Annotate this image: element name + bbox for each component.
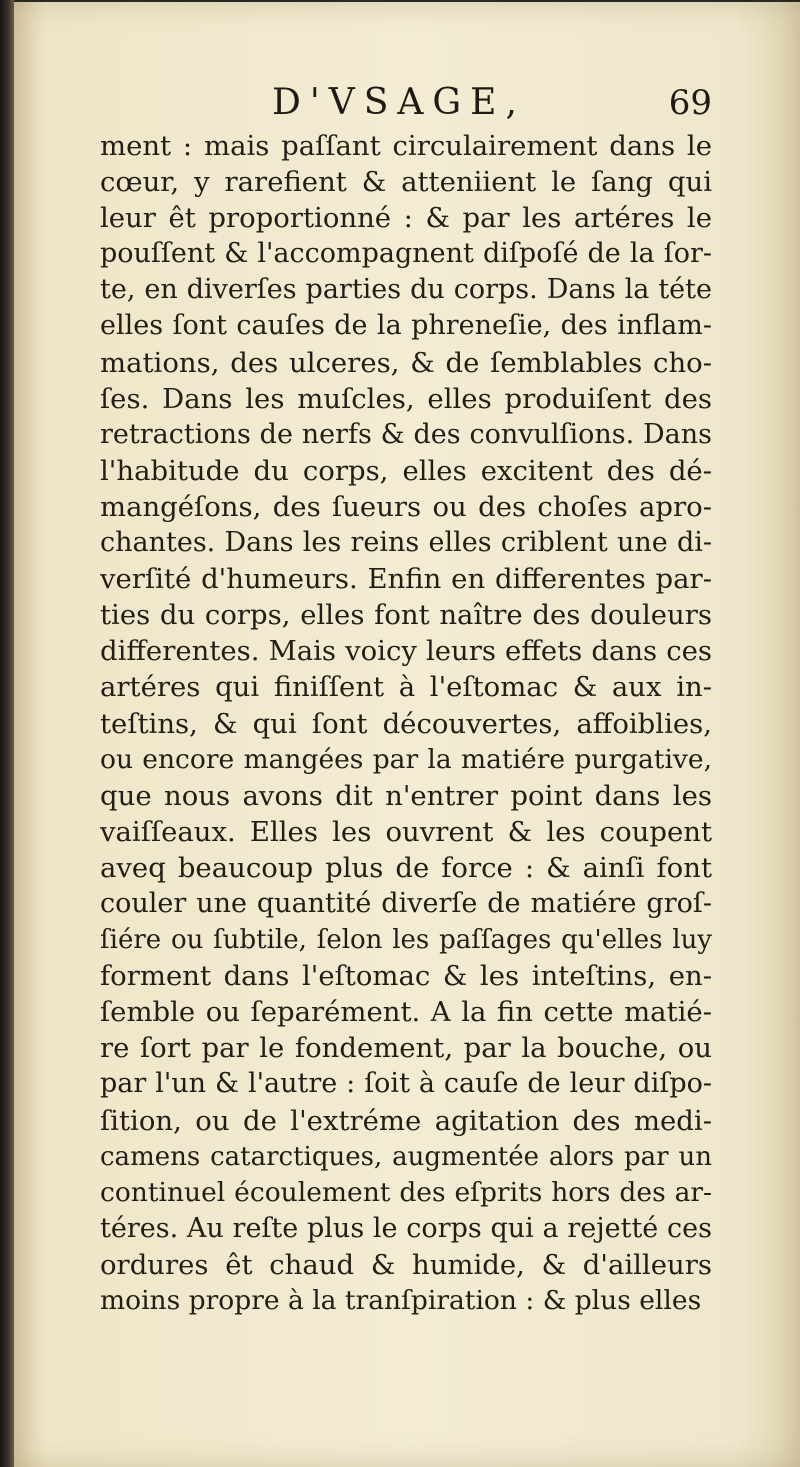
text-line: re ſort par le fondement, par la bouche, ou bbox=[100, 1032, 712, 1065]
text-line: l'habitude du corps, elles excitent des dé- bbox=[100, 454, 712, 487]
running-head bbox=[100, 78, 712, 128]
text-line: teſtins, & qui ſont découvertes, affoiblies, bbox=[100, 707, 712, 740]
text-line: mations, des ulceres, & de ſemblables cho- bbox=[100, 346, 712, 379]
text-line: artéres qui finiſſent à l'eſtomac & aux in- bbox=[100, 671, 712, 704]
text-line: par l'un & l'autre : ſoit à cauſe de leur diſpo- bbox=[100, 1068, 712, 1100]
text-line: ſes. Dans les muſcles, elles produiſent des bbox=[100, 382, 712, 415]
text-line: ſiére ou ſubtile, ſelon les paſſages qu'elles luy bbox=[100, 925, 712, 956]
text-line: ties du corps, elles font naître des douleurs bbox=[100, 599, 712, 632]
text-line: pouſſent & l'accompagnent diſpoſé de la ſor- bbox=[100, 238, 712, 270]
running-head-title: D'VSAGE, bbox=[272, 82, 526, 123]
text-line: moins propre à la tranſpiration : & plus elles bbox=[100, 1285, 702, 1316]
text-line: chantes. Dans les reins elles criblent une di- bbox=[100, 527, 712, 559]
page-number: 69 bbox=[668, 83, 712, 123]
text-line: continuel écoulement des eſprits hors des ar- bbox=[100, 1176, 712, 1208]
text-line: forment dans l'eſtomac & les inteſtins, en- bbox=[100, 960, 712, 993]
text-line: cœur, y rarefient & atteniient le ſang qui bbox=[100, 166, 712, 199]
body-text bbox=[100, 128, 712, 1319]
text-line: leur êt proportionné : & par les artéres le bbox=[100, 202, 712, 235]
text-line: mangéſons, des ſueurs ou des choſes apro- bbox=[100, 490, 712, 523]
text-line: ou encore mangées par la matiére purgative, bbox=[100, 743, 712, 775]
text-line: ment : mais paſſant circulairement dans le bbox=[100, 130, 712, 162]
text-line: téres. Au reſte plus le corps qui a rejetté ces bbox=[100, 1212, 712, 1244]
text-line: aveq beaucoup plus de force : & ainſi font bbox=[100, 851, 712, 884]
text-line: te, en diverſes parties du corps. Dans la téte bbox=[100, 274, 712, 306]
text-line: verſité d'humeurs. Enfin en differentes par- bbox=[100, 563, 712, 596]
text-line: ſition, ou de l'extréme agitation des medi- bbox=[100, 1104, 712, 1137]
text-line: couler une quantité diverſe de matiére groſ- bbox=[100, 887, 712, 919]
text-line: camens catarctiques, augmentée alors par un bbox=[100, 1141, 712, 1172]
text-line: retractions de nerfs & des convulſions. Dans bbox=[100, 418, 712, 450]
text-line: ſemble ou ſeparément. A la fin cette matié- bbox=[100, 996, 712, 1029]
text-line: differentes. Mais voicy leurs effets dans ces bbox=[100, 635, 712, 668]
text-line: ordures êt chaud & humide, & d'ailleurs bbox=[100, 1248, 712, 1281]
text-line: que nous avons dit n'entrer point dans les bbox=[100, 779, 712, 812]
binding-edge bbox=[0, 0, 14, 1467]
text-line: elles ſont cauſes de la phreneſie, des inflam- bbox=[100, 310, 712, 342]
text-line: vaiſſeaux. Elles les ouvrent & les coupent bbox=[100, 815, 712, 848]
